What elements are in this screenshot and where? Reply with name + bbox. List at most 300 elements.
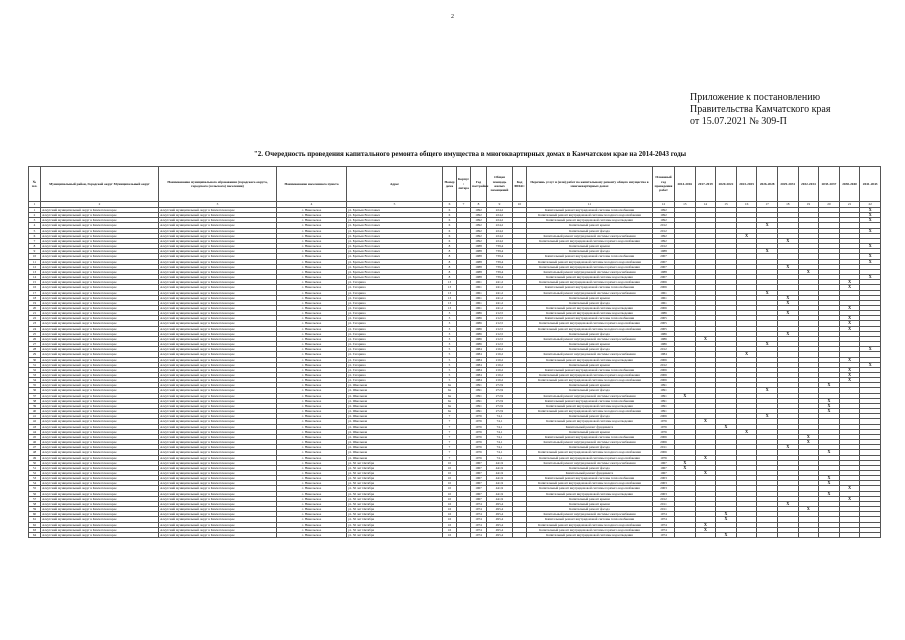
planned-year-cell: 2003 <box>653 481 675 486</box>
column-header: 2014-2016 <box>675 167 696 202</box>
period-cell: Х <box>675 465 696 470</box>
year-built-cell: 1986 <box>471 331 487 336</box>
street-cell: ул. Братьев Волотовых <box>347 259 443 264</box>
district-cell: Алеутский муниципальный округ в Камчатском крае <box>41 522 159 527</box>
house-cell: 6а <box>443 398 457 403</box>
planned-year-cell: 2003 <box>653 486 675 491</box>
year-built-cell: 1991 <box>471 388 487 393</box>
planned-year-cell: 1974 <box>653 532 675 537</box>
planned-year-cell: 1991 <box>653 393 675 398</box>
year-built-cell: 1991 <box>471 409 487 414</box>
area-cell: 224,2 <box>487 223 513 228</box>
house-cell: 8 <box>443 269 457 274</box>
column-header: Перечень услуг и (или) работ по капитальному ремонту общего имущества в многоквартирных домах <box>527 167 653 202</box>
row-number: 60 <box>29 512 41 517</box>
planned-year-cell: 2006 <box>653 367 675 372</box>
planned-year-cell: 2005 <box>653 316 675 321</box>
work-type-cell: Капитальный ремонт внутридомовой системы теплоснабжения <box>527 285 653 290</box>
column-index: 7 <box>457 202 471 208</box>
municipality-cell: Алеутский муниципальный округ в Камчатском крае <box>159 419 277 424</box>
district-cell: Алеутский муниципальный округ в Камчатском крае <box>41 419 159 424</box>
row-number: 51 <box>29 465 41 470</box>
house-cell: 13 <box>443 280 457 285</box>
area-cell: 216,2 <box>487 373 513 378</box>
settlement-cell: с. Никольское <box>277 476 347 481</box>
work-type-cell: Капитальный ремонт внутридомовой системы теплоснабжения <box>527 476 653 481</box>
street-cell: ул. Гагарина <box>347 285 443 290</box>
area-cell: 74,1 <box>487 434 513 439</box>
settlement-cell: с. Никольское <box>277 264 347 269</box>
area-cell: 441,9 <box>487 481 513 486</box>
area-cell: 74,1 <box>487 419 513 424</box>
column-index: 2 <box>41 202 159 208</box>
municipality-cell: Алеутский муниципальный округ в Камчатском крае <box>159 440 277 445</box>
house-cell: 5 <box>443 347 457 352</box>
district-cell: Алеутский муниципальный округ в Камчатском крае <box>41 388 159 393</box>
planned-year-cell: 2006 <box>653 450 675 455</box>
period-cell: Х <box>757 388 778 393</box>
street-cell: ул. Школьная <box>347 445 443 450</box>
work-type-cell: Капитальный ремонт внутридомовой системы горячего водоснабжения <box>527 280 653 285</box>
house-cell: 6 <box>443 213 457 218</box>
work-type-cell: Капитальный ремонт крыши <box>527 362 653 367</box>
period-cell: Х <box>716 424 737 429</box>
work-type-cell: Капитальный ремонт фасада <box>527 507 653 512</box>
row-number: 15 <box>29 280 41 285</box>
municipality-cell: Алеутский муниципальный округ в Камчатском крае <box>159 414 277 419</box>
work-type-cell: Капитальный ремонт фасада <box>527 347 653 352</box>
table-row <box>29 532 881 537</box>
street-cell: ул. Школьная <box>347 388 443 393</box>
column-header: 2029-2031 <box>777 167 798 202</box>
row-number: 9 <box>29 249 41 254</box>
period-cell: Х <box>777 311 798 316</box>
work-type-cell: Капитальный ремонт внутридомовой системы электроснабжения <box>527 290 653 295</box>
municipality-cell: Алеутский муниципальный округ в Камчатском крае <box>159 460 277 465</box>
house-cell: 8 <box>443 275 457 280</box>
settlement-cell: с. Никольское <box>277 321 347 326</box>
settlement-cell: с. Никольское <box>277 481 347 486</box>
house-cell: 7 <box>443 429 457 434</box>
year-built-cell: 1976 <box>471 450 487 455</box>
row-number: 23 <box>29 321 41 326</box>
municipality-cell: Алеутский муниципальный округ в Камчатском крае <box>159 532 277 537</box>
municipality-cell: Алеутский муниципальный округ в Камчатском крае <box>159 254 277 259</box>
period-cell: Х <box>695 522 716 527</box>
house-cell: 16 <box>443 507 457 512</box>
municipality-cell: Алеутский муниципальный округ в Камчатском крае <box>159 352 277 357</box>
house-cell: 16 <box>443 527 457 532</box>
planned-year-cell: 1976 <box>653 455 675 460</box>
municipality-cell: Алеутский муниципальный округ в Камчатском крае <box>159 208 277 213</box>
planned-year-cell: 1988 <box>653 249 675 254</box>
area-cell: 241,2 <box>487 305 513 310</box>
column-index: 17 <box>757 202 778 208</box>
district-cell: Алеутский муниципальный округ в Камчатском крае <box>41 445 159 450</box>
row-number: 47 <box>29 445 41 450</box>
municipality-cell: Алеутский муниципальный округ в Камчатском крае <box>159 347 277 352</box>
district-cell: Алеутский муниципальный округ в Камчатском крае <box>41 429 159 434</box>
work-type-cell: Капитальный ремонт внутридомовой системы теплоснабжения <box>527 517 653 522</box>
street-cell: ул. Школьная <box>347 383 443 388</box>
work-type-cell: Капитальный ремонт крыши <box>527 501 653 506</box>
row-number: 26 <box>29 336 41 341</box>
work-type-cell: Капитальный ремонт внутридомовой системы электроснабжения <box>527 393 653 398</box>
column-index: 15 <box>716 202 737 208</box>
year-built-cell: 1986 <box>471 336 487 341</box>
house-cell: 7 <box>443 445 457 450</box>
area-cell: 441,9 <box>487 496 513 501</box>
house-cell: 8 <box>443 254 457 259</box>
planned-year-cell: 2006 <box>653 440 675 445</box>
house-cell: 8 <box>443 264 457 269</box>
district-cell: Алеутский муниципальный округ в Камчатском крае <box>41 481 159 486</box>
municipality-cell: Алеутский муниципальный округ в Камчатском крае <box>159 244 277 249</box>
house-cell: 13 <box>443 285 457 290</box>
column-header: Код ФИАС <box>513 167 527 202</box>
period-cell: Х <box>798 440 819 445</box>
column-header: Плановый год проведения работ <box>653 167 675 202</box>
column-index: 13 <box>675 202 696 208</box>
street-cell: ул. Школьная <box>347 455 443 460</box>
row-number: 24 <box>29 326 41 331</box>
settlement-cell: с. Никольское <box>277 491 347 496</box>
year-built-cell: 1992 <box>471 233 487 238</box>
area-cell: 216,2 <box>487 378 513 383</box>
street-cell: ул. Школьная <box>347 393 443 398</box>
year-built-cell: 1974 <box>471 501 487 506</box>
street-cell: ул. 50 лет Октября <box>347 476 443 481</box>
period-cell: Х <box>860 254 881 259</box>
settlement-cell: с. Никольское <box>277 254 347 259</box>
year-built-cell: 1988 <box>471 254 487 259</box>
area-cell: 241,2 <box>487 290 513 295</box>
period-cell: Х <box>716 512 737 517</box>
column-header: Номер дома <box>443 167 457 202</box>
period-cell: Х <box>695 455 716 460</box>
street-cell: ул. Гагарина <box>347 300 443 305</box>
municipality-cell: Алеутский муниципальный округ в Камчатском крае <box>159 517 277 522</box>
house-cell: 10 <box>443 460 457 465</box>
settlement-cell: с. Никольское <box>277 445 347 450</box>
settlement-cell: с. Никольское <box>277 517 347 522</box>
planned-year-cell: 2006 <box>653 373 675 378</box>
area-cell: 74,1 <box>487 414 513 419</box>
row-number: 40 <box>29 409 41 414</box>
house-cell: 5 <box>443 378 457 383</box>
period-cell: Х <box>860 208 881 213</box>
area-cell: 74,1 <box>487 429 513 434</box>
settlement-cell: с. Никольское <box>277 383 347 388</box>
row-number: 48 <box>29 450 41 455</box>
municipality-cell: Алеутский муниципальный округ в Камчатском крае <box>159 233 277 238</box>
street-cell: ул. Гагарина <box>347 367 443 372</box>
period-cell: Х <box>819 403 840 408</box>
street-cell: ул. Братьев Волотовых <box>347 249 443 254</box>
municipality-cell: Алеутский муниципальный округ в Камчатском крае <box>159 311 277 316</box>
period-cell: Х <box>839 486 860 491</box>
area-cell: 495,4 <box>487 527 513 532</box>
municipality-cell: Алеутский муниципальный округ в Камчатском крае <box>159 512 277 517</box>
street-cell: ул. Гагарина <box>347 280 443 285</box>
year-built-cell: 1976 <box>471 445 487 450</box>
period-cell: Х <box>860 275 881 280</box>
house-cell: 16 <box>443 517 457 522</box>
area-cell: 74,1 <box>487 455 513 460</box>
area-cell: 441,9 <box>487 491 513 496</box>
work-type-cell: Капитальный ремонт крыши <box>527 223 653 228</box>
planned-year-cell: 1976 <box>653 424 675 429</box>
row-number: 64 <box>29 532 41 537</box>
settlement-cell: с. Никольское <box>277 367 347 372</box>
house-cell: 7 <box>443 450 457 455</box>
district-cell: Алеутский муниципальный округ в Камчатском крае <box>41 496 159 501</box>
row-number: 19 <box>29 300 41 305</box>
settlement-cell: с. Никольское <box>277 316 347 321</box>
year-built-cell: 1992 <box>471 238 487 243</box>
appendix-block <box>690 92 890 128</box>
settlement-cell: с. Никольское <box>277 362 347 367</box>
municipality-cell: Алеутский муниципальный округ в Камчатском крае <box>159 409 277 414</box>
column-index: 19 <box>798 202 819 208</box>
municipality-cell: Алеутский муниципальный округ в Камчатском крае <box>159 496 277 501</box>
year-built-cell: 1988 <box>471 259 487 264</box>
year-built-cell: 1976 <box>471 429 487 434</box>
column-header: 2035-2037 <box>819 167 840 202</box>
settlement-cell: с. Никольское <box>277 331 347 336</box>
row-number: 32 <box>29 367 41 372</box>
settlement-cell: с. Никольское <box>277 501 347 506</box>
settlement-cell: с. Никольское <box>277 419 347 424</box>
house-cell: 6 <box>443 228 457 233</box>
period-cell: Х <box>839 280 860 285</box>
planned-year-cell: 1967 <box>653 470 675 475</box>
house-cell: 8 <box>443 244 457 249</box>
year-built-cell: 1974 <box>471 532 487 537</box>
area-cell: 212,5 <box>487 326 513 331</box>
municipality-cell: Алеутский муниципальный округ в Камчатском крае <box>159 331 277 336</box>
area-cell: 272,9 <box>487 388 513 393</box>
planned-year-cell: 1991 <box>653 403 675 408</box>
district-cell: Алеутский муниципальный округ в Камчатском крае <box>41 233 159 238</box>
area-cell: 216,2 <box>487 362 513 367</box>
settlement-cell: с. Никольское <box>277 470 347 475</box>
period-cell: Х <box>860 213 881 218</box>
column-index: 21 <box>839 202 860 208</box>
district-cell: Алеутский муниципальный округ в Камчатском крае <box>41 409 159 414</box>
year-built-cell: 1984 <box>471 357 487 362</box>
work-type-cell: Капитальный ремонт внутридомовой системы электроснабжения <box>527 336 653 341</box>
street-cell: ул. Гагарина <box>347 347 443 352</box>
street-cell: ул. Гагарина <box>347 321 443 326</box>
column-index: 22 <box>860 202 881 208</box>
municipality-cell: Алеутский муниципальный округ в Камчатском крае <box>159 429 277 434</box>
period-cell <box>839 532 860 537</box>
period-cell: Х <box>798 507 819 512</box>
street-cell: ул. Братьев Волотовых <box>347 269 443 274</box>
row-number: 41 <box>29 414 41 419</box>
municipality-cell: Алеутский муниципальный округ в Камчатском крае <box>159 491 277 496</box>
municipality-cell: Алеутский муниципальный округ в Камчатском крае <box>159 321 277 326</box>
street-cell: ул. 50 лет Октября <box>347 522 443 527</box>
settlement-cell: с. Никольское <box>277 259 347 264</box>
year-built-cell: 1976 <box>471 455 487 460</box>
work-type-cell: Капитальный ремонт внутридомовой системы холодного водоснабжения <box>527 481 653 486</box>
row-number: 13 <box>29 269 41 274</box>
fias-code-cell <box>513 532 527 537</box>
work-type-cell: Капитальный ремонт внутридомовой системы холодного водоснабжения <box>527 522 653 527</box>
settlement-cell: с. Никольское <box>277 305 347 310</box>
row-number: 10 <box>29 254 41 259</box>
area-cell: 739,4 <box>487 244 513 249</box>
district-cell: Алеутский муниципальный округ в Камчатском крае <box>41 470 159 475</box>
year-built-cell: 1984 <box>471 347 487 352</box>
district-cell: Алеутский муниципальный округ в Камчатском крае <box>41 507 159 512</box>
planned-year-cell: 1961 <box>653 290 675 295</box>
area-cell: 441,9 <box>487 476 513 481</box>
area-cell: 495,4 <box>487 522 513 527</box>
year-built-cell: 1967 <box>471 496 487 501</box>
district-cell: Алеутский муниципальный округ в Камчатском крае <box>41 393 159 398</box>
row-number: 55 <box>29 486 41 491</box>
year-built-cell: 1961 <box>471 300 487 305</box>
period-cell: Х <box>798 434 819 439</box>
period-cell: Х <box>819 409 840 414</box>
house-cell: 3 <box>443 336 457 341</box>
area-cell: 272,9 <box>487 383 513 388</box>
municipality-cell: Алеутский муниципальный округ в Камчатском крае <box>159 285 277 290</box>
settlement-cell: с. Никольское <box>277 532 347 537</box>
planned-year-cell: 1991 <box>653 388 675 393</box>
area-cell: 441,9 <box>487 486 513 491</box>
planned-year-cell: 2006 <box>653 280 675 285</box>
year-built-cell: 1967 <box>471 465 487 470</box>
period-cell: Х <box>839 326 860 331</box>
area-cell: 212,5 <box>487 321 513 326</box>
district-cell: Алеутский муниципальный округ в Камчатском крае <box>41 357 159 362</box>
street-cell: ул. Школьная <box>347 419 443 424</box>
settlement-cell: с. Никольское <box>277 522 347 527</box>
work-type-cell: Капитальный ремонт внутридомовой системы водоотведения <box>527 357 653 362</box>
period-cell: Х <box>695 336 716 341</box>
municipality-cell: Алеутский муниципальный округ в Камчатском крае <box>159 393 277 398</box>
house-cell: 16 <box>443 501 457 506</box>
area-cell: 272,9 <box>487 409 513 414</box>
street-cell: ул. 50 лет Октября <box>347 496 443 501</box>
street-cell: ул. 50 лет Октября <box>347 460 443 465</box>
column-index: 5 <box>347 202 443 208</box>
planned-year-cell: 1992 <box>653 208 675 213</box>
column-header: Общая площадь жилых помещений <box>487 167 513 202</box>
period-cell <box>798 532 819 537</box>
planned-year-cell: 1967 <box>653 460 675 465</box>
street-cell: ул. Школьная <box>347 403 443 408</box>
house-cell: 5 <box>443 362 457 367</box>
street-cell: ул. Гагарина <box>347 326 443 331</box>
period-cell: Х <box>736 352 757 357</box>
year-built-cell: 1991 <box>471 393 487 398</box>
area-cell: 441,9 <box>487 465 513 470</box>
area-cell: 224,2 <box>487 228 513 233</box>
period-cell: Х <box>777 445 798 450</box>
street-cell: ул. Гагарина <box>347 331 443 336</box>
settlement-cell: с. Никольское <box>277 373 347 378</box>
work-type-cell: Капитальный ремонт внутридомовой системы теплоснабжения <box>527 316 653 321</box>
street-cell: ул. Гагарина <box>347 290 443 295</box>
district-cell: Алеутский муниципальный округ в Камчатском крае <box>41 275 159 280</box>
district-cell: Алеутский муниципальный округ в Камчатском крае <box>41 440 159 445</box>
municipality-cell: Алеутский муниципальный округ в Камчатском крае <box>159 259 277 264</box>
planned-year-cell: 2012 <box>653 362 675 367</box>
municipality-cell: Алеутский муниципальный округ в Камчатском крае <box>159 280 277 285</box>
column-header: Адрес <box>347 167 443 202</box>
house-cell: 13 <box>443 290 457 295</box>
settlement-cell: с. Никольское <box>277 326 347 331</box>
settlement-cell: с. Никольское <box>277 300 347 305</box>
column-index: 9 <box>487 202 513 208</box>
street-cell: ул. 50 лет Октября <box>347 465 443 470</box>
house-cell: 3 <box>443 331 457 336</box>
row-number: 8 <box>29 244 41 249</box>
district-cell: Алеутский муниципальный округ в Камчатском крае <box>41 486 159 491</box>
planned-year-cell: 2007 <box>653 259 675 264</box>
settlement-cell: с. Никольское <box>277 424 347 429</box>
planned-year-cell: 2012 <box>653 228 675 233</box>
year-built-cell: 1984 <box>471 378 487 383</box>
year-built-cell: 1984 <box>471 362 487 367</box>
work-type-cell: Капитальный ремонт внутридомовой системы электроснабжения <box>527 512 653 517</box>
row-number: 17 <box>29 290 41 295</box>
municipality-cell: Алеутский муниципальный округ в Камчатском крае <box>159 264 277 269</box>
area-cell: 74,1 <box>487 424 513 429</box>
district-cell: Алеутский муниципальный округ в Камчатском крае <box>41 460 159 465</box>
period-cell: Х <box>860 218 881 223</box>
row-number: 36 <box>29 388 41 393</box>
street-cell: ул. Гагарина <box>347 311 443 316</box>
house-cell: 3 <box>443 321 457 326</box>
period-cell <box>695 532 716 537</box>
column-header: № п.п. <box>29 167 41 202</box>
work-type-cell: Капитальный ремонт внутридомовой системы теплоснабжения <box>527 208 653 213</box>
year-built-cell: 1967 <box>471 460 487 465</box>
planned-year-cell: 1974 <box>653 522 675 527</box>
street-cell: ул. Гагарина <box>347 316 443 321</box>
municipality-cell: Алеутский муниципальный округ в Камчатском крае <box>159 434 277 439</box>
period-cell: Х <box>757 290 778 295</box>
period-cell: Х <box>736 233 757 238</box>
year-built-cell: 1974 <box>471 527 487 532</box>
planned-year-cell: 1986 <box>653 311 675 316</box>
work-type-cell: Капитальный ремонт внутридомовой системы горячего водоснабжения <box>527 238 653 243</box>
row-number: 33 <box>29 373 41 378</box>
street-cell: ул. Братьев Волотовых <box>347 233 443 238</box>
settlement-cell: с. Никольское <box>277 527 347 532</box>
work-type-cell: Капитальный ремонт внутридомовой системы горячего водоснабжения <box>527 373 653 378</box>
area-cell: 74,1 <box>487 445 513 450</box>
period-cell <box>777 532 798 537</box>
work-type-cell: Капитальный ремонт внутридомовой системы водоотведения <box>527 311 653 316</box>
street-cell: ул. Гагарина <box>347 336 443 341</box>
column-header: Наименование муниципального образования (городского округа, городского (сельского) поселения) <box>159 167 277 202</box>
area-cell: 495,4 <box>487 512 513 517</box>
planned-year-cell: 1984 <box>653 352 675 357</box>
year-built-cell: 1976 <box>471 424 487 429</box>
street-cell: ул. Братьев Волотовых <box>347 238 443 243</box>
year-built-cell: 1967 <box>471 470 487 475</box>
row-number: 56 <box>29 491 41 496</box>
period-cell: Х <box>675 393 696 398</box>
municipality-cell: Алеутский муниципальный округ в Камчатском крае <box>159 388 277 393</box>
